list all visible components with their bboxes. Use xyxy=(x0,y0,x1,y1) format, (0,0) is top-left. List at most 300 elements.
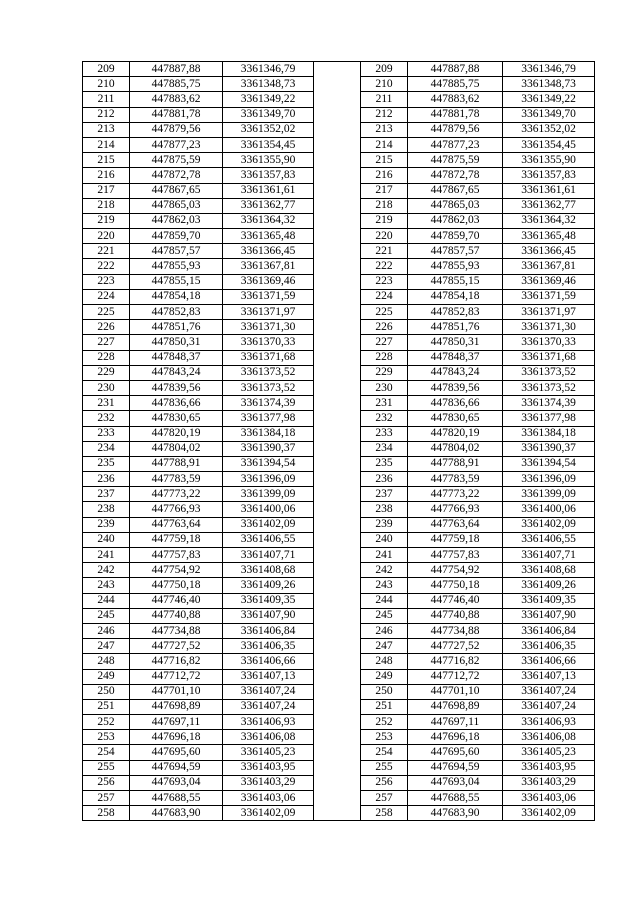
table-row xyxy=(83,244,595,259)
y-coordinate-cell: 3361402,09 xyxy=(503,806,595,821)
x-coordinate-cell: 447867,65 xyxy=(408,183,503,198)
x-coordinate-cell: 447695,60 xyxy=(408,745,503,760)
table-row xyxy=(83,183,595,198)
point-number-cell: 240 xyxy=(83,532,130,547)
point-number-cell: 257 xyxy=(83,791,130,806)
x-coordinate-cell: 447865,03 xyxy=(130,198,223,213)
point-number-cell: 209 xyxy=(361,62,408,77)
spacer-cell xyxy=(314,380,361,395)
y-coordinate-cell: 3361357,83 xyxy=(503,168,595,183)
y-coordinate-cell: 3361371,68 xyxy=(223,350,314,365)
table-row xyxy=(83,365,595,380)
x-coordinate-cell: 447881,78 xyxy=(408,107,503,122)
x-coordinate-cell: 447727,52 xyxy=(408,639,503,654)
spacer-cell xyxy=(314,806,361,821)
y-coordinate-cell: 3361366,45 xyxy=(503,244,595,259)
point-number-cell: 222 xyxy=(83,259,130,274)
spacer-cell xyxy=(314,563,361,578)
y-coordinate-cell: 3361406,84 xyxy=(223,623,314,638)
y-coordinate-cell: 3361371,68 xyxy=(503,350,595,365)
point-number-cell: 236 xyxy=(83,472,130,487)
y-coordinate-cell: 3361370,33 xyxy=(223,335,314,350)
table-row xyxy=(83,456,595,471)
x-coordinate-cell: 447757,83 xyxy=(130,548,223,563)
point-number-cell: 225 xyxy=(83,305,130,320)
spacer-cell xyxy=(314,699,361,714)
point-number-cell: 235 xyxy=(361,456,408,471)
y-coordinate-cell: 3361407,24 xyxy=(503,684,595,699)
point-number-cell: 252 xyxy=(83,715,130,730)
spacer-cell xyxy=(314,259,361,274)
table-row xyxy=(83,623,595,638)
x-coordinate-cell: 447872,78 xyxy=(130,168,223,183)
spacer-cell xyxy=(314,730,361,745)
y-coordinate-cell: 3361371,97 xyxy=(223,305,314,320)
x-coordinate-cell: 447683,90 xyxy=(130,806,223,821)
point-number-cell: 214 xyxy=(83,137,130,152)
table-row xyxy=(83,745,595,760)
x-coordinate-cell: 447820,19 xyxy=(408,426,503,441)
x-coordinate-cell: 447848,37 xyxy=(408,350,503,365)
spacer-cell xyxy=(314,715,361,730)
y-coordinate-cell: 3361370,33 xyxy=(503,335,595,350)
x-coordinate-cell: 447740,88 xyxy=(130,608,223,623)
x-coordinate-cell: 447851,76 xyxy=(130,320,223,335)
point-number-cell: 252 xyxy=(361,715,408,730)
table-row xyxy=(83,426,595,441)
y-coordinate-cell: 3361371,97 xyxy=(503,305,595,320)
table-row xyxy=(83,396,595,411)
table-row xyxy=(83,350,595,365)
table-row xyxy=(83,77,595,92)
x-coordinate-cell: 447820,19 xyxy=(130,426,223,441)
y-coordinate-cell: 3361348,73 xyxy=(223,77,314,92)
x-coordinate-cell: 447696,18 xyxy=(408,730,503,745)
point-number-cell: 239 xyxy=(83,517,130,532)
spacer-cell xyxy=(314,213,361,228)
spacer-cell xyxy=(314,608,361,623)
point-number-cell: 215 xyxy=(361,153,408,168)
x-coordinate-cell: 447695,60 xyxy=(130,745,223,760)
point-number-cell: 227 xyxy=(361,335,408,350)
x-coordinate-cell: 447696,18 xyxy=(130,730,223,745)
y-coordinate-cell: 3361371,30 xyxy=(223,320,314,335)
table-row xyxy=(83,122,595,137)
point-number-cell: 255 xyxy=(361,760,408,775)
y-coordinate-cell: 3361409,26 xyxy=(223,578,314,593)
x-coordinate-cell: 447693,04 xyxy=(408,775,503,790)
y-coordinate-cell: 3361362,77 xyxy=(223,198,314,213)
point-number-cell: 256 xyxy=(361,775,408,790)
y-coordinate-cell: 3361403,06 xyxy=(223,791,314,806)
point-number-cell: 249 xyxy=(361,669,408,684)
table-row xyxy=(83,563,595,578)
table-row xyxy=(83,715,595,730)
x-coordinate-cell: 447754,92 xyxy=(130,563,223,578)
spacer-cell xyxy=(314,274,361,289)
x-coordinate-cell: 447855,15 xyxy=(130,274,223,289)
x-coordinate-cell: 447887,88 xyxy=(130,62,223,77)
table-row xyxy=(83,791,595,806)
point-number-cell: 241 xyxy=(361,548,408,563)
point-number-cell: 210 xyxy=(361,77,408,92)
point-number-cell: 232 xyxy=(361,411,408,426)
y-coordinate-cell: 3361396,09 xyxy=(503,472,595,487)
y-coordinate-cell: 3361406,93 xyxy=(223,715,314,730)
x-coordinate-cell: 447850,31 xyxy=(130,335,223,350)
table-row xyxy=(83,259,595,274)
y-coordinate-cell: 3361371,59 xyxy=(503,289,595,304)
point-number-cell: 212 xyxy=(83,107,130,122)
x-coordinate-cell: 447851,76 xyxy=(408,320,503,335)
spacer-cell xyxy=(314,62,361,77)
spacer-cell xyxy=(314,593,361,608)
y-coordinate-cell: 3361408,68 xyxy=(223,563,314,578)
x-coordinate-cell: 447867,65 xyxy=(130,183,223,198)
x-coordinate-cell: 447716,82 xyxy=(130,654,223,669)
point-number-cell: 234 xyxy=(361,441,408,456)
spacer-cell xyxy=(314,183,361,198)
point-number-cell: 218 xyxy=(83,198,130,213)
coordinates-table-body xyxy=(83,62,595,821)
x-coordinate-cell: 447750,18 xyxy=(408,578,503,593)
x-coordinate-cell: 447852,83 xyxy=(408,305,503,320)
x-coordinate-cell: 447883,62 xyxy=(130,92,223,107)
point-number-cell: 251 xyxy=(361,699,408,714)
y-coordinate-cell: 3361406,55 xyxy=(223,532,314,547)
spacer-cell xyxy=(314,320,361,335)
point-number-cell: 231 xyxy=(361,396,408,411)
x-coordinate-cell: 447850,31 xyxy=(408,335,503,350)
x-coordinate-cell: 447852,83 xyxy=(130,305,223,320)
point-number-cell: 232 xyxy=(83,411,130,426)
x-coordinate-cell: 447877,23 xyxy=(130,137,223,152)
spacer-cell xyxy=(314,396,361,411)
x-coordinate-cell: 447788,91 xyxy=(130,456,223,471)
x-coordinate-cell: 447746,40 xyxy=(130,593,223,608)
x-coordinate-cell: 447804,02 xyxy=(408,441,503,456)
spacer-cell xyxy=(314,229,361,244)
table-row xyxy=(83,639,595,654)
y-coordinate-cell: 3361374,39 xyxy=(503,396,595,411)
spacer-cell xyxy=(314,456,361,471)
y-coordinate-cell: 3361406,08 xyxy=(503,730,595,745)
y-coordinate-cell: 3361400,06 xyxy=(223,502,314,517)
table-row xyxy=(83,654,595,669)
y-coordinate-cell: 3361349,70 xyxy=(503,107,595,122)
point-number-cell: 237 xyxy=(361,487,408,502)
y-coordinate-cell: 3361377,98 xyxy=(223,411,314,426)
y-coordinate-cell: 3361371,30 xyxy=(503,320,595,335)
point-number-cell: 218 xyxy=(361,198,408,213)
point-number-cell: 221 xyxy=(83,244,130,259)
point-number-cell: 222 xyxy=(361,259,408,274)
x-coordinate-cell: 447694,59 xyxy=(130,760,223,775)
point-number-cell: 214 xyxy=(361,137,408,152)
x-coordinate-cell: 447875,59 xyxy=(408,153,503,168)
point-number-cell: 240 xyxy=(361,532,408,547)
y-coordinate-cell: 3361352,02 xyxy=(503,122,595,137)
y-coordinate-cell: 3361349,70 xyxy=(223,107,314,122)
y-coordinate-cell: 3361406,66 xyxy=(503,654,595,669)
x-coordinate-cell: 447830,65 xyxy=(130,411,223,426)
spacer-cell xyxy=(314,137,361,152)
y-coordinate-cell: 3361357,83 xyxy=(223,168,314,183)
x-coordinate-cell: 447879,56 xyxy=(408,122,503,137)
point-number-cell: 211 xyxy=(83,92,130,107)
x-coordinate-cell: 447693,04 xyxy=(130,775,223,790)
point-number-cell: 230 xyxy=(83,380,130,395)
y-coordinate-cell: 3361408,68 xyxy=(503,563,595,578)
x-coordinate-cell: 447855,93 xyxy=(130,259,223,274)
point-number-cell: 233 xyxy=(361,426,408,441)
point-number-cell: 242 xyxy=(361,563,408,578)
point-number-cell: 249 xyxy=(83,669,130,684)
table-row xyxy=(83,532,595,547)
point-number-cell: 250 xyxy=(83,684,130,699)
y-coordinate-cell: 3361407,71 xyxy=(223,548,314,563)
point-number-cell: 254 xyxy=(83,745,130,760)
spacer-cell xyxy=(314,107,361,122)
coordinates-table xyxy=(82,61,595,821)
x-coordinate-cell: 447854,18 xyxy=(408,289,503,304)
y-coordinate-cell: 3361407,24 xyxy=(223,699,314,714)
y-coordinate-cell: 3361349,22 xyxy=(223,92,314,107)
spacer-cell xyxy=(314,426,361,441)
x-coordinate-cell: 447773,22 xyxy=(408,487,503,502)
x-coordinate-cell: 447766,93 xyxy=(408,502,503,517)
point-number-cell: 220 xyxy=(83,229,130,244)
spacer-cell xyxy=(314,502,361,517)
point-number-cell: 229 xyxy=(361,365,408,380)
x-coordinate-cell: 447862,03 xyxy=(408,213,503,228)
point-number-cell: 258 xyxy=(361,806,408,821)
y-coordinate-cell: 3361409,35 xyxy=(223,593,314,608)
x-coordinate-cell: 447740,88 xyxy=(408,608,503,623)
x-coordinate-cell: 447712,72 xyxy=(130,669,223,684)
spacer-cell xyxy=(314,532,361,547)
y-coordinate-cell: 3361349,22 xyxy=(503,92,595,107)
x-coordinate-cell: 447887,88 xyxy=(408,62,503,77)
point-number-cell: 250 xyxy=(361,684,408,699)
point-number-cell: 251 xyxy=(83,699,130,714)
point-number-cell: 238 xyxy=(361,502,408,517)
point-number-cell: 213 xyxy=(83,122,130,137)
table-row xyxy=(83,730,595,745)
point-number-cell: 219 xyxy=(83,213,130,228)
y-coordinate-cell: 3361394,54 xyxy=(223,456,314,471)
point-number-cell: 216 xyxy=(83,168,130,183)
point-number-cell: 234 xyxy=(83,441,130,456)
point-number-cell: 226 xyxy=(83,320,130,335)
x-coordinate-cell: 447855,15 xyxy=(408,274,503,289)
x-coordinate-cell: 447698,89 xyxy=(408,699,503,714)
y-coordinate-cell: 3361373,52 xyxy=(503,365,595,380)
spacer-cell xyxy=(314,244,361,259)
y-coordinate-cell: 3361399,09 xyxy=(503,487,595,502)
y-coordinate-cell: 3361369,46 xyxy=(223,274,314,289)
table-row xyxy=(83,153,595,168)
point-number-cell: 210 xyxy=(83,77,130,92)
y-coordinate-cell: 3361384,18 xyxy=(503,426,595,441)
spacer-cell xyxy=(314,335,361,350)
y-coordinate-cell: 3361407,24 xyxy=(223,684,314,699)
y-coordinate-cell: 3361409,26 xyxy=(503,578,595,593)
spacer-cell xyxy=(314,411,361,426)
table-row xyxy=(83,548,595,563)
spacer-cell xyxy=(314,122,361,137)
y-coordinate-cell: 3361407,13 xyxy=(503,669,595,684)
y-coordinate-cell: 3361352,02 xyxy=(223,122,314,137)
table-row xyxy=(83,62,595,77)
table-row xyxy=(83,305,595,320)
point-number-cell: 220 xyxy=(361,229,408,244)
x-coordinate-cell: 447734,88 xyxy=(408,623,503,638)
y-coordinate-cell: 3361366,45 xyxy=(223,244,314,259)
point-number-cell: 258 xyxy=(83,806,130,821)
y-coordinate-cell: 3361371,59 xyxy=(223,289,314,304)
point-number-cell: 223 xyxy=(83,274,130,289)
x-coordinate-cell: 447804,02 xyxy=(130,441,223,456)
y-coordinate-cell: 3361362,77 xyxy=(503,198,595,213)
point-number-cell: 255 xyxy=(83,760,130,775)
table-row xyxy=(83,320,595,335)
x-coordinate-cell: 447783,59 xyxy=(408,472,503,487)
x-coordinate-cell: 447830,65 xyxy=(408,411,503,426)
x-coordinate-cell: 447857,57 xyxy=(408,244,503,259)
point-number-cell: 229 xyxy=(83,365,130,380)
x-coordinate-cell: 447746,40 xyxy=(408,593,503,608)
y-coordinate-cell: 3361403,29 xyxy=(223,775,314,790)
x-coordinate-cell: 447688,55 xyxy=(408,791,503,806)
y-coordinate-cell: 3361365,48 xyxy=(223,229,314,244)
y-coordinate-cell: 3361407,13 xyxy=(223,669,314,684)
spacer-cell xyxy=(314,198,361,213)
point-number-cell: 217 xyxy=(361,183,408,198)
y-coordinate-cell: 3361403,29 xyxy=(503,775,595,790)
x-coordinate-cell: 447854,18 xyxy=(130,289,223,304)
x-coordinate-cell: 447881,78 xyxy=(130,107,223,122)
spacer-cell xyxy=(314,639,361,654)
point-number-cell: 243 xyxy=(83,578,130,593)
y-coordinate-cell: 3361355,90 xyxy=(503,153,595,168)
table-row xyxy=(83,502,595,517)
point-number-cell: 212 xyxy=(361,107,408,122)
y-coordinate-cell: 3361384,18 xyxy=(223,426,314,441)
y-coordinate-cell: 3361399,09 xyxy=(223,487,314,502)
x-coordinate-cell: 447773,22 xyxy=(130,487,223,502)
y-coordinate-cell: 3361348,73 xyxy=(503,77,595,92)
table-row xyxy=(83,107,595,122)
table-row xyxy=(83,168,595,183)
point-number-cell: 221 xyxy=(361,244,408,259)
x-coordinate-cell: 447701,10 xyxy=(408,684,503,699)
x-coordinate-cell: 447754,92 xyxy=(408,563,503,578)
y-coordinate-cell: 3361406,66 xyxy=(223,654,314,669)
table-row xyxy=(83,487,595,502)
x-coordinate-cell: 447716,82 xyxy=(408,654,503,669)
table-row xyxy=(83,760,595,775)
point-number-cell: 241 xyxy=(83,548,130,563)
x-coordinate-cell: 447885,75 xyxy=(130,77,223,92)
spacer-cell xyxy=(314,684,361,699)
point-number-cell: 244 xyxy=(83,593,130,608)
point-number-cell: 209 xyxy=(83,62,130,77)
y-coordinate-cell: 3361373,52 xyxy=(503,380,595,395)
spacer-cell xyxy=(314,350,361,365)
point-number-cell: 215 xyxy=(83,153,130,168)
table-row xyxy=(83,669,595,684)
y-coordinate-cell: 3361364,32 xyxy=(223,213,314,228)
table-row xyxy=(83,441,595,456)
point-number-cell: 235 xyxy=(83,456,130,471)
x-coordinate-cell: 447701,10 xyxy=(130,684,223,699)
point-number-cell: 244 xyxy=(361,593,408,608)
table-row xyxy=(83,92,595,107)
y-coordinate-cell: 3361405,23 xyxy=(503,745,595,760)
x-coordinate-cell: 447857,57 xyxy=(130,244,223,259)
point-number-cell: 224 xyxy=(83,289,130,304)
point-number-cell: 226 xyxy=(361,320,408,335)
y-coordinate-cell: 3361354,45 xyxy=(503,137,595,152)
y-coordinate-cell: 3361402,09 xyxy=(503,517,595,532)
x-coordinate-cell: 447872,78 xyxy=(408,168,503,183)
point-number-cell: 230 xyxy=(361,380,408,395)
y-coordinate-cell: 3361365,48 xyxy=(503,229,595,244)
y-coordinate-cell: 3361407,71 xyxy=(503,548,595,563)
spacer-cell xyxy=(314,305,361,320)
y-coordinate-cell: 3361403,06 xyxy=(503,791,595,806)
spacer-cell xyxy=(314,365,361,380)
x-coordinate-cell: 447865,03 xyxy=(408,198,503,213)
point-number-cell: 257 xyxy=(361,791,408,806)
x-coordinate-cell: 447734,88 xyxy=(130,623,223,638)
spacer-cell xyxy=(314,289,361,304)
point-number-cell: 224 xyxy=(361,289,408,304)
point-number-cell: 247 xyxy=(83,639,130,654)
spacer-cell xyxy=(314,441,361,456)
point-number-cell: 217 xyxy=(83,183,130,198)
spacer-cell xyxy=(314,745,361,760)
point-number-cell: 233 xyxy=(83,426,130,441)
point-number-cell: 213 xyxy=(361,122,408,137)
spacer-cell xyxy=(314,654,361,669)
point-number-cell: 228 xyxy=(83,350,130,365)
x-coordinate-cell: 447757,83 xyxy=(408,548,503,563)
y-coordinate-cell: 3361407,24 xyxy=(503,699,595,714)
point-number-cell: 223 xyxy=(361,274,408,289)
x-coordinate-cell: 447727,52 xyxy=(130,639,223,654)
x-coordinate-cell: 447766,93 xyxy=(130,502,223,517)
table-row xyxy=(83,213,595,228)
y-coordinate-cell: 3361405,23 xyxy=(223,745,314,760)
spacer-cell xyxy=(314,487,361,502)
table-row xyxy=(83,274,595,289)
point-number-cell: 242 xyxy=(83,563,130,578)
x-coordinate-cell: 447759,18 xyxy=(130,532,223,547)
x-coordinate-cell: 447763,64 xyxy=(130,517,223,532)
x-coordinate-cell: 447783,59 xyxy=(130,472,223,487)
point-number-cell: 245 xyxy=(83,608,130,623)
table-row xyxy=(83,775,595,790)
spacer-cell xyxy=(314,578,361,593)
spacer-cell xyxy=(314,153,361,168)
point-number-cell: 247 xyxy=(361,639,408,654)
spacer-cell xyxy=(314,760,361,775)
point-number-cell: 211 xyxy=(361,92,408,107)
spacer-cell xyxy=(314,168,361,183)
y-coordinate-cell: 3361406,55 xyxy=(503,532,595,547)
